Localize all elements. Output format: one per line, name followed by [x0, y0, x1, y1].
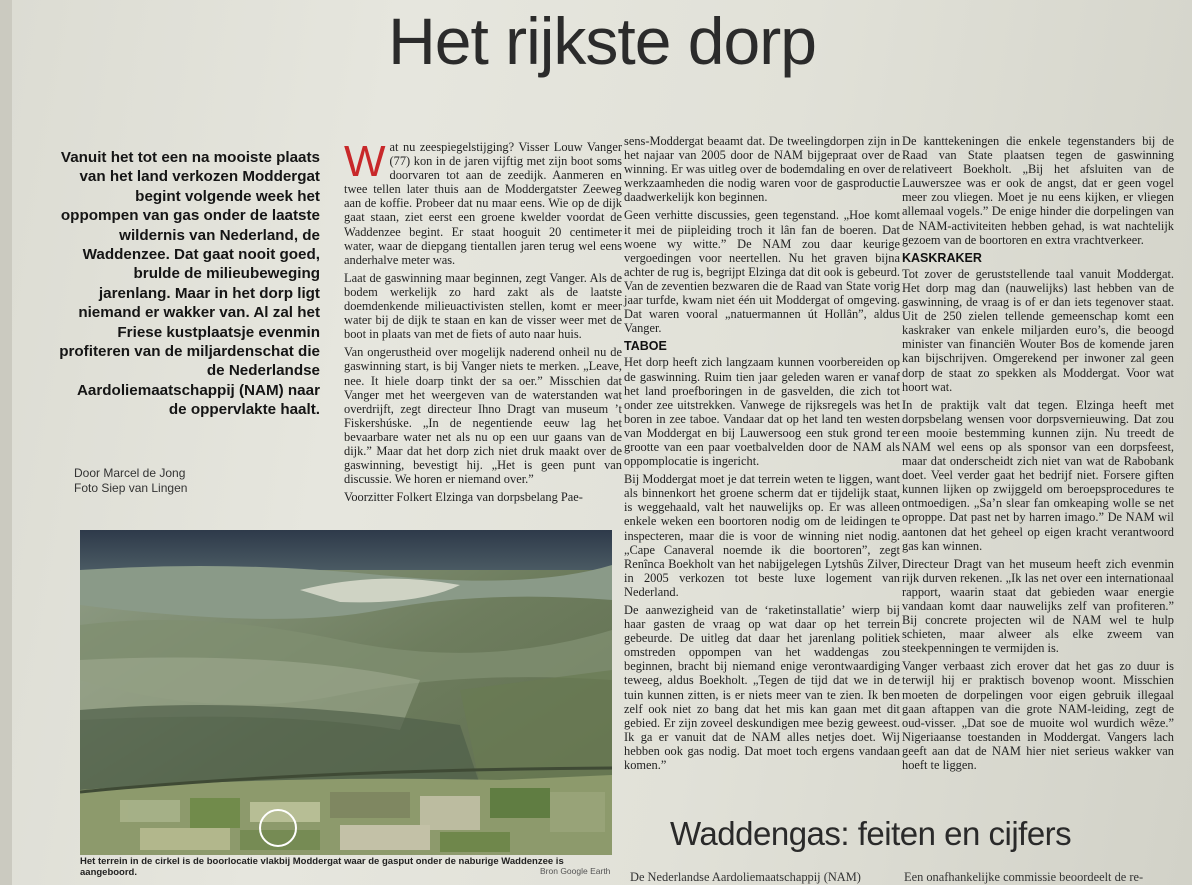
- aerial-landscape-image: [80, 530, 612, 855]
- article-column-2: [624, 134, 900, 776]
- photo-caption: Het terrein in de cirkel is de boorlocatie vlakbij Moddergat waar de gasput onder de naburige Waddenzee is aangeboord.: [80, 856, 564, 878]
- box-title: Waddengas: feiten en cijfers: [670, 815, 1072, 852]
- subheading-taboe: TABOE: [624, 339, 667, 354]
- byline: [74, 466, 314, 496]
- paragraph: De kanttekeningen die enkele tegenstanders bij de Raad van State plaatsen tegen de gaswinning relativeert Boekholt. „Bij het afsluiten van de Lauwerszee was er ook de angst, dat er geen vogel meer zou vliegen. Moet je nu eens kijken, er vliegen allemaal vogels.” De enige hinder die dorpelingen van de NAM-activiteiten hebben gehad, is wat nachtelijk gezoem van de boortoren en extra vrachtverkeer.: [902, 134, 1174, 247]
- paragraph: Vanger verbaast zich erover dat het gas zo duur is terwijl hij er praktisch bovenop woont. Misschien moeten de dorpelingen voor eigen gebruik illegaal gaan aftappen van die grote NAM-leiding, zegt de oud-visser. „Dat soe de muoite wol wurdich wêze.” Nigeriaanse toestanden in Moddergat. Vangers lach geeft aan dat de NAM hier niet serieus wakker van hoeft te liggen.: [902, 659, 1174, 773]
- article-column-1: [344, 137, 622, 508]
- paragraph: Tot zover de geruststellende taal vanuit Moddergat. Het dorp mag dan (nauwelijks) last hebben van de gaswinning, de vraag is of er dan iets tegenover staat. Uit de 250 zielen tellende gemeenschap komt een kaskraker van enkele miljarden euro’s, die beoogd minister van financiën Wouter Bos de komende jaren kan bijschrijven. Omgerekend per inwoner zal geen dorp de staat zo spekken als Moddergat. Voor wat hoort wat.: [902, 266, 1174, 394]
- paragraph: Laat de gaswinning maar beginnen, zegt Vanger. Als de bodem werkelijk zo hard zakt als de laatste doemdenkende milieuactivisten stellen, komt er meer water bij de dijk te staan en kan de visser weer met de boot in plaats van met de fiets of auto naar huis.: [344, 270, 622, 342]
- paragraph: [344, 137, 622, 267]
- paragraph: Bij Moddergat moet je dat terrein weten te liggen, want als binnenkort het groene scherm dat er tijdelijk staat, is weggehaald, valt het nauwelijks op. Er was alleen enkele weken een boortoren nodig om de leidingen te inspecteren, maar die is voor de winning niet nodig. „Cape Canaveral noemde ik die boortoren”, zegt Renînca Boekholt van het nabijgelegen Lytshûs Zilver, in 2005 verkozen tot beste luxe logement van Nederland.: [624, 472, 900, 599]
- paragraph: In de praktijk valt dat tegen. Elzinga heeft met dorpsbelang wensen voor dorpsvernieuwing. Dat zou een mooie bestemming kunnen zijn. Nu treedt de NAM wel eens op als sponsor van een dorpsfeest, maar dat onderscheidt zich niet van wat de Rabobank doet. Veel verder gaat het bedrijf niet. Forsere giften kunnen lijken op zwijggeld om beroepsprocedures te ontmoedigen. „Sa’n slear fan omkeaping wolle se net oproppe. Dat past net by harren imago.” De NAM wil aantonen dat het geheel op eigen kracht verantwoord gas kan winnen.: [902, 397, 1174, 553]
- byline-author: Door Marcel de Jong: [74, 466, 186, 480]
- lead-paragraph: Vanuit het tot een na mooiste plaats van het land verkozen Moddergat begint volgende week het oppompen van gas onder de laatste wildernis van Nederland, de Waddenzee. Dat gaat nooit goed, brulde de milieubeweging jarenlang. Maar in het dorp ligt niemand er wakker van. Al zal het Friese kustplaatsje evenmin profiteren van de miljardenschat die de Nederlandse Aardoliemaatschappij (NAM) naar de oppervlakte haalt.: [59, 149, 320, 419]
- article-column-3: [902, 134, 1174, 776]
- byline-photo: Foto Siep van Lingen: [74, 481, 188, 495]
- paragraph-text: at nu zeespiegelstijging? Visser Louw Vanger (77) kon in de jaren vijftig met zijn boot soms doorvaren tot aan de zeedijk. Aanmeren en twee tellen later thuis aan de Moddergatster Zeeweg aan de koffie. Probeer dat nu maar eens. Wie op de dijk gaat staan, ziet eerst een groene kwelder voordat de Waddenzee begint. Er staat hooguit 20 centimeter water, waar de diepgang tientallen jaren terug wel eens anderhalve meter was.: [344, 140, 622, 267]
- paragraph: Voorzitter Folkert Elzinga van dorpsbelang Pae-: [344, 490, 583, 505]
- box-column-2-start: Een onafhankelijke commissie beoordeelt de re-: [904, 870, 1144, 884]
- headline: Het rijkste dorp: [388, 4, 816, 78]
- paragraph: De aanwezigheid van de ‘raketinstallatie’ wierp bij haar gasten de vraag op wat daar op het terrein gebeurde. De uitleg dat daar het jarenlang politiek omstreden oppompen van het waddengas zou beginnen, bracht bij niemand enige verontwaardiging teweeg, aldus Boekholt. „Tegen de tijd dat we in de tuin kunnen zitten, is er niets meer van te zien. Ik ben zelf ook niet zo bang dat het mis kan gaan met dit gebied. Er zijn zoveel deskundigen mee bezig geweest. Ik ga er vanuit dat de NAM alles netjes doet. Wij hebben ook gas nodig. Dat moet toch ergens vandaan komen.”: [624, 603, 900, 773]
- aerial-photo: [80, 530, 612, 855]
- box-column-1-start: De Nederlandse Aardoliemaatschappij (NAM): [630, 870, 861, 884]
- paragraph: sens-Moddergat beaamt dat. De tweelingdorpen zijn in het najaar van 2005 door de NAM bijgepraat over de winning. Er was uitleg over de bodemdaling en over de werkzaamheden die nodig waren voor de gasproductie daadwerkelijk kon beginnen.: [624, 134, 900, 205]
- subheading-kaskraker: KASKRAKER: [902, 250, 982, 265]
- newspaper-page: [12, 0, 1192, 885]
- paragraph: Geen verhitte discussies, geen tegenstand. „Hoe komt it mei de piipleiding troch it lân fan de boeren. Dat woene wy witte.” De NAM zou daar keurige vergoedingen voor neertellen. Nu het graven bijna achter de rug is, begrijpt Elzinga dat dit ook is gebeurd. Van de zeventien bezwaren die de Raad van State vorig jaar turfde, kwam niet één uit Moddergat of omgeving. Dat waren vooral „natuermannen út Hollân”, aldus Vanger.: [624, 208, 900, 336]
- photo-credit: Bron Google Earth: [540, 866, 611, 876]
- paragraph: Directeur Dragt van het museum heeft zich evenmin rijk durven rekenen. „Ik las net over een internationaal rapport, waarin staat dat gebieden waar energie vandaan komt daar nauwelijks zelf van profiteren.” Bij concrete projecten wil de NAM wel te hulp schieten, maar alweer als elke zweem van steekpenningen te vermijden is.: [902, 556, 1174, 656]
- paragraph: Van ongerustheid over mogelijk naderend onheil nu de gaswinning start, is bij Vanger niets te merken. „Leave, nee. It hiele doarp tinkt der sa oer.” Misschien dat Vanger met het weergeven van de waterstanden wat overdrijft, zegt directeur Ihno Dragt van museum ’t Fiskershúske. „In de negentiende eeuw lag het bevaarbare water net als nu op een uur gaans van de dijk.” Maar dat het dorp zich niet druk maakt over de gaswinning, bevestigt hij. „Het is geen punt van discussie. We horen er niemand over.”: [344, 345, 622, 487]
- paragraph: Het dorp heeft zich langzaam kunnen voorbereiden op de gaswinning. Ruim tien jaar geleden waren er vanaf het land proefboringen in de gasvelden, die zich tot onder zee uitstrekken. Vanwege de rijksregels was het boren in zee taboe. Vandaar dat op het land ten westen van Moddergat en bij Lauwersoog een stuk grond ter grootte van een paar voetbalvelden door de NAM als oppomplocatie is ingericht.: [624, 355, 900, 469]
- dropcap-letter: W: [344, 137, 386, 186]
